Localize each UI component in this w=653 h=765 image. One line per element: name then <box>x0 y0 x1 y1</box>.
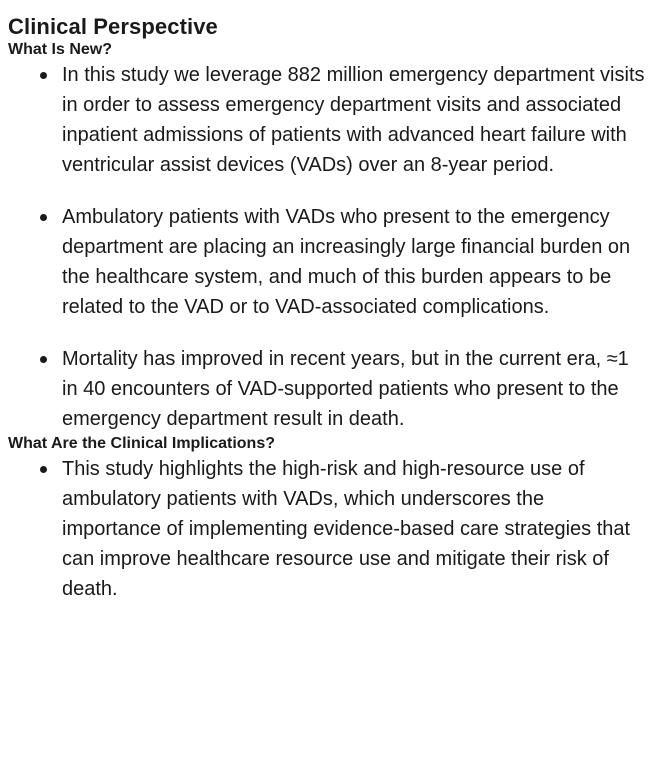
list-item-text: This study highlights the high-risk and high-resource use of ambulatory patients with VADs, which underscores the importance of implementing evidence-based care strategies that can improve healthcare resource use and mitigate their risk of death. <box>62 458 631 600</box>
list-item <box>62 454 645 604</box>
bullet-icon <box>40 356 47 363</box>
bullet-icon <box>40 72 47 79</box>
list-item <box>62 60 645 180</box>
list-item-text: Mortality has improved in recent years, but in the current era, ≈1 in 40 encounters of VAD-supported patients who present to the emergency department result in death. <box>62 348 629 430</box>
list-item-text: Ambulatory patients with VADs who present to the emergency department are placing an increasingly large financial burden on the healthcare system, and much of this burden appears to be related to the VAD or to VAD-associated complications. <box>62 206 631 318</box>
section-heading-what-is-new: What Is New? <box>8 41 113 58</box>
clinical-implications-list <box>8 454 645 604</box>
bullet-icon <box>40 214 47 221</box>
bullet-icon <box>40 466 47 473</box>
section-heading-clinical-implications: What Are the Clinical Implications? <box>8 435 275 452</box>
page-title: Clinical Perspective <box>8 14 218 39</box>
list-item-text: In this study we leverage 882 million emergency department visits in order to assess emergency department visits and associated inpatient admissions of patients with advanced heart failure with ventricular assist devices (VADs) over an 8-year period. <box>62 64 645 176</box>
list-item <box>62 202 645 322</box>
what-is-new-list <box>8 60 645 434</box>
list-item <box>62 344 645 434</box>
